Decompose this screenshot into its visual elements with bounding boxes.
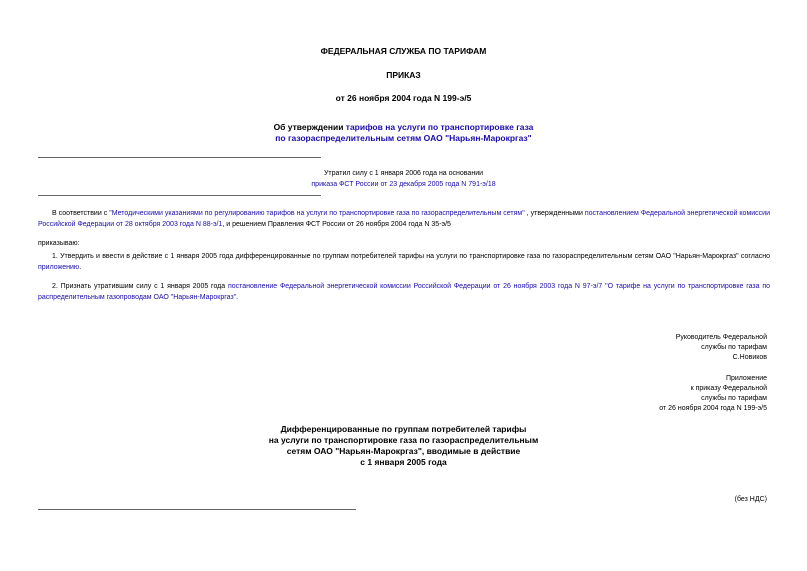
appendix-ref-line-2: к приказу Федеральной [690,385,767,392]
status-note-line-2 [0,181,807,188]
subject-link-part-1[interactable]: тарифов на услуги по транспортировке газа [345,122,534,132]
appendix-ref-line-3: службы по тарифам [701,395,767,402]
preamble-paragraph [38,208,770,230]
appendix-ref-line-4: от 26 ноября 2004 года N 199-э/5 [659,405,767,412]
item-2-end: . [236,294,239,301]
preamble-text-3: , и решением Правления ФСТ России от 26 ноября 2004 года N 35-э/5 [222,221,451,228]
document-date: от 26 ноября 2004 года N 199-э/5 [335,93,472,103]
order-item-1 [38,251,770,273]
appendix-reference [659,374,767,414]
subject-line-2 [0,133,807,143]
signature-block [676,333,767,363]
fek-resolution-link[interactable]: постановлением Федеральной энергетической комиссии Российской Федерации от 28 октября 2003 года N 88-э/1 [38,210,770,228]
appendix-title-line-4: с 1 января 2005 года [360,457,447,467]
item-2-text: 2. Признать утратившим силу с 1 января 2005 года [52,283,228,290]
order-item-2 [38,281,770,303]
item-1-text: 1. Утвердить и ввести в действие с 1 января 2005 года дифференцированные по группам потребителей тарифы на услуги по транспортировке газа по газораспределительным сетям ОАО "Нарьян-Марокргаз" согласно [52,253,770,260]
signature-position-1: Руководитель Федеральной [675,334,767,341]
preamble-text-1: В соответствии с [52,210,110,217]
signature-position-2: службы по тарифам [701,344,767,351]
subject-link-part-2[interactable]: по газораспределительным сетям ОАО "Нарьян-Марокргаз" [275,133,532,143]
subject-line-1 [0,122,807,132]
document-type: ПРИКАЗ [386,70,421,80]
appendix-ref-line-1: Приложение [725,375,767,382]
divider-status [38,195,321,196]
fek-97-resolution-link[interactable]: постановление Федеральной энергетической комиссии Российской Федерации от 26 ноября 2003 года N 97-э/7 "О тарифе на услуги по транспортировке газа по распределительным газопроводам ОАО "Нарьян-Марокргаз" [38,283,770,301]
order-word: приказываю: [38,240,80,247]
preamble-text-2: , утвержденными [524,210,585,217]
appendix-title-line-1: Дифференцированные по группам потребителей тарифы [280,424,527,434]
signature-name: С.Новиков [732,354,767,361]
repeal-order-link[interactable]: приказа ФСТ России от 23 декабря 2005 года N 791-э/18 [311,181,496,188]
vat-note: (без НДС) [734,496,767,503]
divider-top [38,157,321,158]
agency-title: ФЕДЕРАЛЬНАЯ СЛУЖБА ПО ТАРИФАМ [320,46,487,56]
item-1-end: . [79,264,82,271]
divider-bottom [38,509,356,510]
status-note-text: Утратил силу с 1 января 2006 года на основании [323,170,484,177]
appendix-title-line-3: сетям ОАО "Нарьян-Марокргаз", вводимые в действие [286,446,521,456]
subject-prefix: Об утверждении [273,122,346,132]
appendix-title-line-2: на услуги по транспортировке газа по газораспределительным [268,435,539,445]
appendix-link[interactable]: приложению [38,264,80,271]
methodical-guidelines-link[interactable]: "Методическими указаниями по регулированию тарифов на услуги по транспортировке газа по газораспределительным сетям" [109,210,525,217]
